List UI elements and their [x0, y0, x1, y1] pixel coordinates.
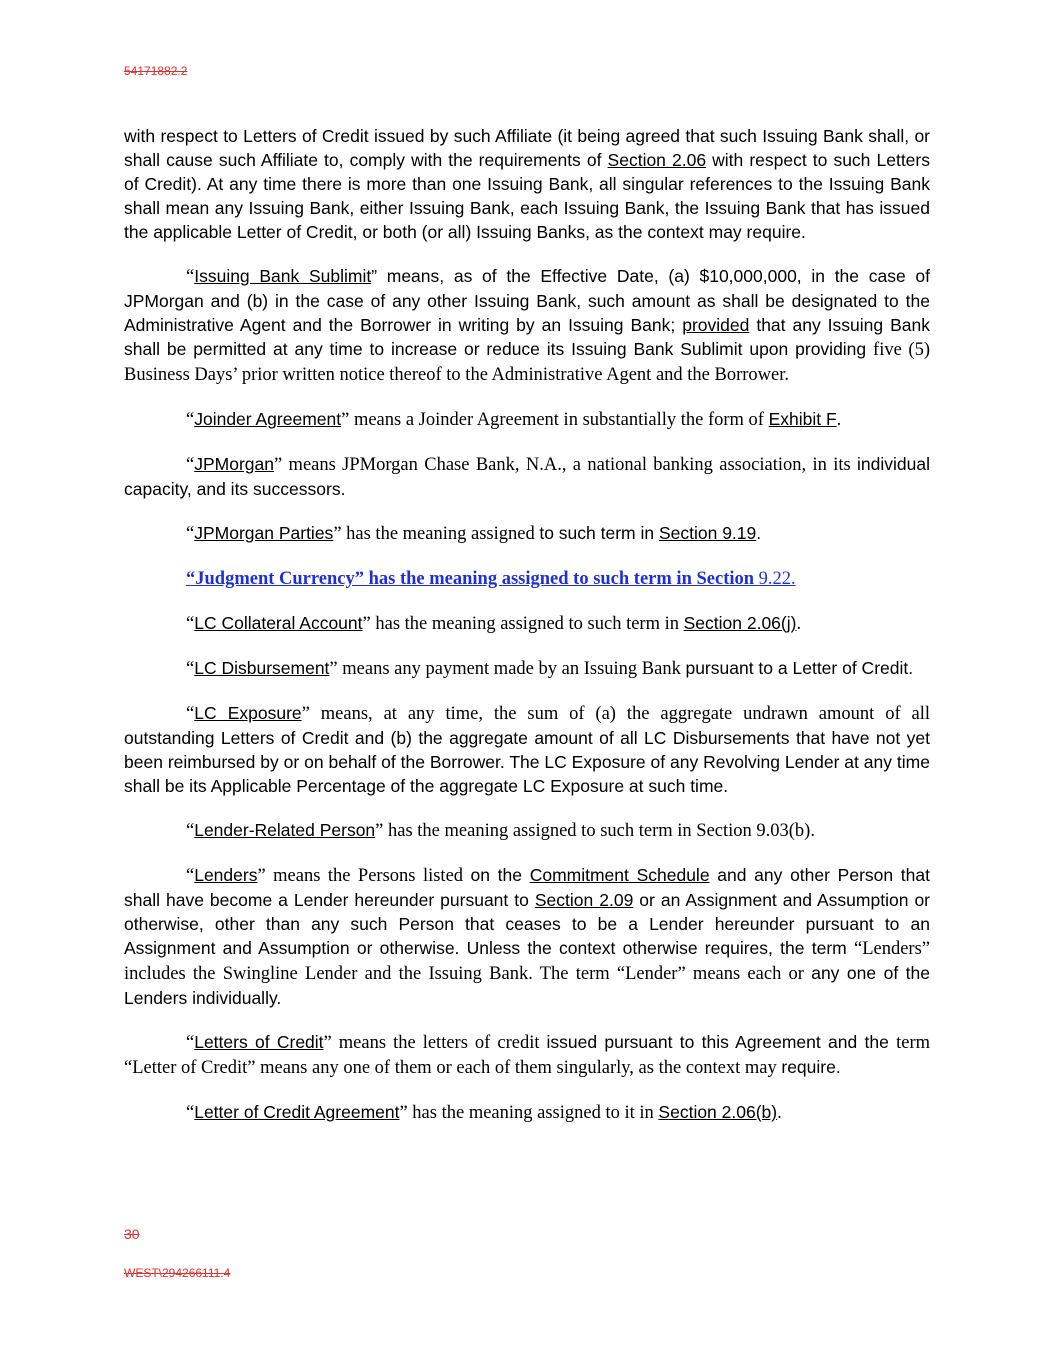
- text: with respect to such Letters of Credit). At any time there is more than one Issuing Bank, all singular references to the Issuing Bank shall mean any Issuing Bank, either Issuing Bank, each Issuing Bank, the Issuing Bank that has issued the applicable Letter of Credit, or both (or all) Issuing Banks, as the context may require.: [124, 150, 930, 242]
- text: any one of the Lenders individually.: [124, 963, 930, 1008]
- text: ” has the meaning assigned to such term in: [362, 614, 684, 634]
- text: that any Issuing Bank shall be permitted at any time to increase or reduce its Issuing Bank Sublimit upon providing: [124, 315, 930, 359]
- definition-jpmorgan-parties: “JPMorgan Parties” has the meaning assigned to such term in Section 9.19.: [186, 523, 762, 544]
- text: ” means any payment made by an Issuing Bank: [329, 659, 686, 679]
- schedule-link[interactable]: Commitment Schedule: [529, 865, 710, 885]
- text: ” has the meaning assigned to such term in Section 9.03(b).: [375, 821, 815, 841]
- text: ” means a Joinder Agreement in substantially the form of: [341, 410, 769, 430]
- defined-term: Joinder Agreement: [194, 409, 342, 429]
- defined-term: Letters of Credit: [194, 1032, 324, 1052]
- defined-term: Lender-Related Person: [194, 820, 376, 840]
- defined-term: JPMorgan Parties: [194, 523, 334, 543]
- text: .: [756, 523, 762, 543]
- text: .: [836, 410, 842, 430]
- paragraph-affiliate-continuation: [124, 124, 930, 244]
- text: five (5) Business Days’ prior written notice thereof to the Administrative Agent and the Borrower.: [124, 340, 930, 385]
- text: ” means JPMorgan Chase Bank, N.A., a national banking association, in its: [273, 455, 858, 475]
- defined-term: LC Collateral Account: [194, 613, 363, 633]
- definition-lc-exposure: “LC Exposure” means, at any time, the sum of (a) the aggregate undrawn amount of all outstanding Letters of Credit and (b) the aggregate amount of all LC Disbursements that have not yet been reimbursed by or on behalf of the Borrower. The LC Exposure of any Revolving Lender at any time shall be its Applicable Percentage of the aggregate LC Exposure at such time.: [124, 703, 931, 796]
- section-link[interactable]: Section 2.06(j): [683, 613, 797, 633]
- definition-lender-related-person: “Lender-Related Person” has the meaning assigned to such term in Section 9.03(b).: [186, 820, 815, 841]
- text: .: [796, 614, 802, 634]
- text: to such term in: [539, 523, 659, 543]
- definition-lc-collateral-account: “LC Collateral Account” has the meaning assigned to such term in Section 2.06(j).: [186, 613, 802, 634]
- header-doc-code: 54171882.2: [124, 64, 188, 78]
- text: on the: [470, 865, 530, 885]
- definition-joinder-agreement: “Joinder Agreement” means a Joinder Agreement in substantially the form of Exhibit F.: [186, 409, 842, 430]
- definition-lc-disbursement: “LC Disbursement” means any payment made by an Issuing Bank pursuant to a Letter of Credit.: [186, 658, 914, 679]
- text: .: [777, 1103, 782, 1123]
- section-link[interactable]: Section 9.19: [658, 523, 757, 543]
- page-number: 30: [124, 1226, 140, 1242]
- footer-doc-code: WEST\294266111.4: [124, 1266, 231, 1280]
- provided-term: provided: [682, 315, 750, 335]
- definition-jpmorgan: “JPMorgan” means JPMorgan Chase Bank, N.A., a national banking association, in its individual capacity, and its successors.: [124, 454, 930, 499]
- exhibit-link[interactable]: Exhibit F: [768, 409, 837, 429]
- text: ” has the meaning assigned to it in: [399, 1103, 659, 1123]
- text: ” means the letters of credit: [323, 1033, 547, 1053]
- text: require.: [781, 1057, 841, 1077]
- section-link[interactable]: Section 2.06(b): [658, 1102, 778, 1122]
- text: and any other Person that shall have become a Lender hereunder pursuant to: [124, 865, 930, 910]
- inserted-text[interactable]: [186, 569, 796, 589]
- text: issued pursuant to this Agreement and the: [546, 1032, 897, 1052]
- defined-term: Lenders: [194, 865, 258, 885]
- definition-letter-of-credit-agreement: “Letter of Credit Agreement” has the meaning assigned to it in Section 2.06(b).: [186, 1102, 782, 1123]
- defined-term: LC Disbursement: [194, 658, 330, 678]
- text: pursuant to a Letter of Credit.: [685, 658, 914, 678]
- text: “Lenders” includes the Swingline Lender and the Issuing Bank. The term “Lender” means each or: [124, 939, 930, 984]
- text: ” means the Persons listed: [257, 866, 471, 886]
- text: ” means, at any time, the sum of (a) the aggregate undrawn amount of all: [301, 704, 931, 724]
- defined-term: Issuing Bank Sublimit: [194, 266, 372, 286]
- definition-lenders: “Lenders” means the Persons listed on the Commitment Schedule and any other Person that shall have become a Lender hereunder pursuant to Section 2.09 or an Assignment and Assumption or otherwise, other than any such Person that ceases to be a Lender hereunder pursuant to an Assignment and Assumption or otherwise. Unless the context otherwise requires, the term “Lenders” includes the Swingline Lender and the Issuing Bank. The term “Lender” means each or any one of the Lenders individually.: [124, 865, 930, 1008]
- defined-term: LC Exposure: [194, 703, 302, 723]
- definition-letters-of-credit: “Letters of Credit” means the letters of credit issued pursuant to this Agreement and the term “Letter of Credit” means any one of them or each of them singularly, as the context may require.: [124, 1032, 930, 1078]
- definition-judgment-currency-inserted: [124, 566, 930, 591]
- text: 9.22.: [758, 569, 796, 589]
- document-body: [124, 124, 930, 1145]
- text: term “Letter of Credit” means any one of them or each of them singularly, as the context may: [124, 1033, 930, 1078]
- text: “Judgment Currency” has the meaning assigned to such term in Section: [186, 569, 759, 589]
- text: ” means, as of the Effective Date, (a) $10,000,000, in the case of JPMorgan and (b) in the case of any other Issuing Bank, such amount as shall be designated to the Administrative Agent and the Borrower in writing by an Issuing Bank;: [124, 266, 930, 335]
- defined-term: JPMorgan: [194, 454, 274, 474]
- text: ” has the meaning assigned: [333, 524, 540, 544]
- text: or an Assignment and Assumption or otherwise, other than any such Person that ceases to be a Lender hereunder pursuant to an Assignment and Assumption or otherwise. Unless the context otherwise requires, the term: [124, 890, 930, 958]
- text: outstanding Letters of Credit and (b) the aggregate amount of all LC Disbursements that have not yet been reimbursed by or on behalf of the Borrower. The LC Exposure of any Revolving Lender at any time shall be its Applicable Percentage of the aggregate LC Exposure at such time.: [124, 728, 930, 796]
- definition-issuing-bank-sublimit: “Issuing Bank Sublimit” means, as of the Effective Date, (a) $10,000,000, in the case of JPMorgan and (b) in the case of any other Issuing Bank, such amount as shall be designated to the Administrative Agent and the Borrower in writing by an Issuing Bank; provided that any Issuing Bank shall be permitted at any time to increase or reduce its Issuing Bank Sublimit upon providing five (5) Business Days’ prior written notice thereof to the Administrative Agent and the Borrower.: [124, 266, 930, 385]
- section-link[interactable]: Section 2.06: [607, 150, 707, 170]
- section-link[interactable]: Section 2.09: [534, 890, 634, 910]
- text: individual capacity, and its successors.: [124, 454, 930, 499]
- defined-term: Letter of Credit Agreement: [194, 1102, 400, 1122]
- text: with respect to Letters of Credit issued by such Affiliate (it being agreed that such Issuing Bank shall, or shall cause such Affiliate to, comply with the requirements of: [124, 126, 930, 170]
